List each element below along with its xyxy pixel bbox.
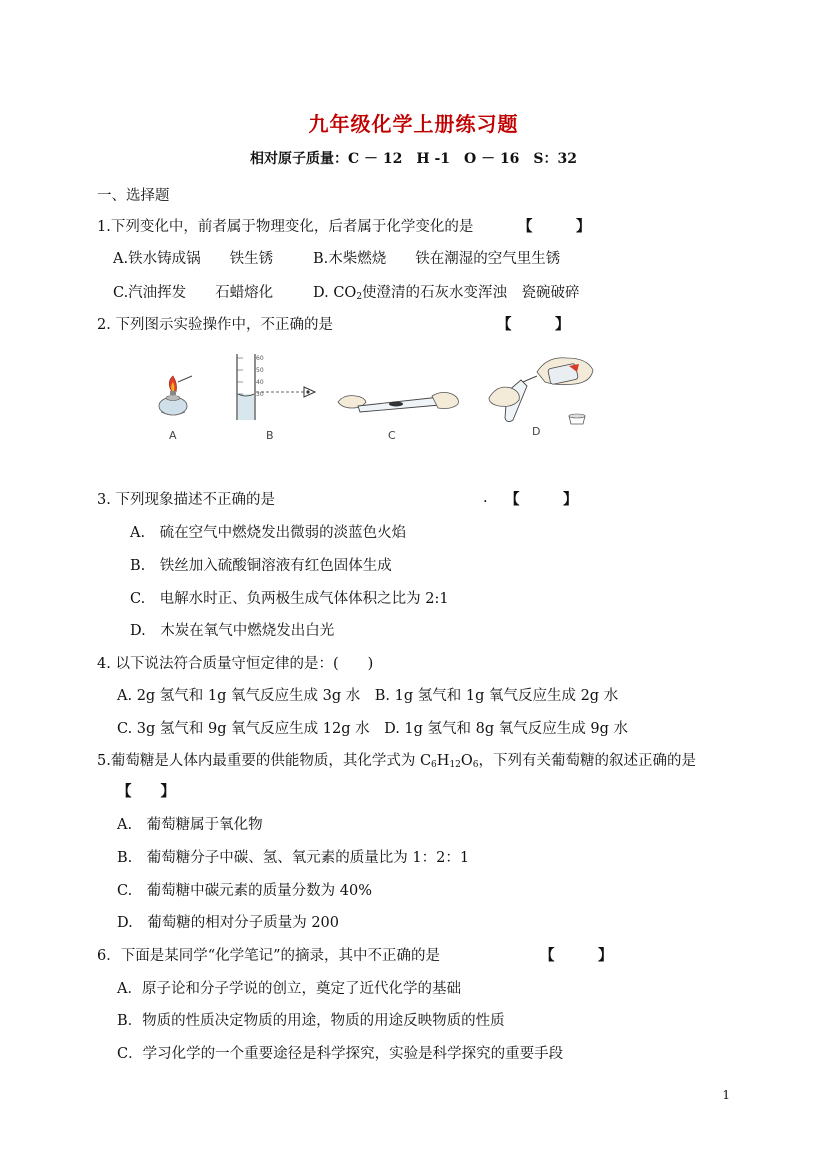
- q1-option-d: D. $CO_2$使澄清的石灰水变浑浊 瓷碗破碎: [313, 285, 580, 302]
- q5-option-c: C. 葡萄糖中碳元素的质量分数为 40%: [117, 883, 373, 899]
- pouring-reagent-illustration: [487, 352, 597, 426]
- q3-option-b: B. 铁丝加入硫酸铜溶液有红色固体生成: [130, 558, 392, 574]
- atomic-mass-line: 相对原子质量：C － 12 H -1 O － 16 S：32: [249, 151, 578, 167]
- q3-option-d: D. 木炭在氧气中燃烧发出白光: [130, 623, 335, 639]
- q5-option-d: D. 葡萄糖的相对分子质量为 200: [117, 915, 340, 931]
- q5-option-b: B. 葡萄糖分子中碳、氢、氧元素的质量比为 1：2：1: [117, 850, 470, 866]
- q1-answer-bracket: 【 】: [518, 218, 591, 235]
- scale-label-40: 40: [256, 379, 264, 386]
- scale-label-30: 30: [256, 391, 264, 398]
- scale-label-50: 50: [256, 367, 264, 374]
- q4-options-cd: C. 3g 氢气和 9g 氧气反应生成 12g 水 D. 1g 氢气和 8g 氧气反应生成 9g 水: [117, 721, 628, 737]
- page-number: 1: [722, 1088, 730, 1102]
- q6-option-c: C．学习化学的一个重要途径是科学探究，实验是科学探究的重要手段: [117, 1046, 564, 1062]
- page-title: 九年级化学上册练习题: [308, 112, 519, 136]
- section-heading: 一、选择题: [97, 188, 170, 204]
- q6-option-b: B．物质的性质决定物质的用途，物质的用途反映物质的性质: [117, 1013, 505, 1029]
- q6-stem: 6．下面是某同学“化学笔记”的摘录，其中不正确的是: [97, 948, 441, 964]
- q4-options-ab: A. 2g 氢气和 1g 氧气反应生成 3g 水 B. 1g 氢气和 1g 氧气反应生成 2g 水: [117, 688, 619, 704]
- figure-label-d: D: [532, 425, 541, 438]
- q1-option-c: C.汽油挥发 石蜡熔化: [113, 285, 274, 301]
- q5-answer-bracket: 【 】: [117, 783, 175, 800]
- q5-option-a: A. 葡萄糖属于氧化物: [117, 817, 263, 833]
- q5-stem: 5.葡萄糖是人体内最重要的供能物质，其化学式为 $C_6H_{12}O_6$，下列有关葡萄糖的叙述正确的是: [97, 753, 697, 770]
- q3-stem: 3. 下列现象描述不正确的是: [97, 492, 275, 508]
- q3-answer-bracket: 【 】: [505, 491, 578, 508]
- alcohol-lamp-illustration: [148, 372, 198, 417]
- test-tube-hands-illustration: [334, 384, 464, 420]
- figure-label-a: A: [169, 429, 177, 442]
- q1-option-b: B.木柴燃烧 铁在潮湿的空气里生锈: [313, 251, 561, 267]
- graduated-cylinder-illustration: [222, 352, 322, 422]
- q2-answer-bracket: 【 】: [497, 316, 570, 333]
- q2-stem: 2. 下列图示实验操作中，不正确的是: [97, 317, 333, 333]
- q1-option-a: A.铁水铸成锅 铁生锈: [113, 251, 274, 267]
- q6-answer-bracket: 【 】: [540, 947, 613, 964]
- figure-label-b: B: [266, 429, 274, 442]
- figure-label-c: C: [388, 429, 396, 442]
- q1-stem: 1.下列变化中，前者属于物理变化，后者属于化学变化的是: [97, 219, 474, 235]
- scale-label-60: 60: [256, 355, 264, 362]
- q3-option-a: A. 硫在空气中燃烧发出微弱的淡蓝色火焰: [130, 525, 407, 541]
- q6-option-a: A．原子论和分子学说的创立，奠定了近代化学的基础: [117, 981, 461, 997]
- q4-stem: 4. 以下说法符合质量守恒定律的是：( ): [97, 656, 374, 672]
- q3-option-c: C. 电解水时正、负两极生成气体体积之比为 2:1: [130, 591, 449, 607]
- q3-dot: .: [483, 490, 488, 506]
